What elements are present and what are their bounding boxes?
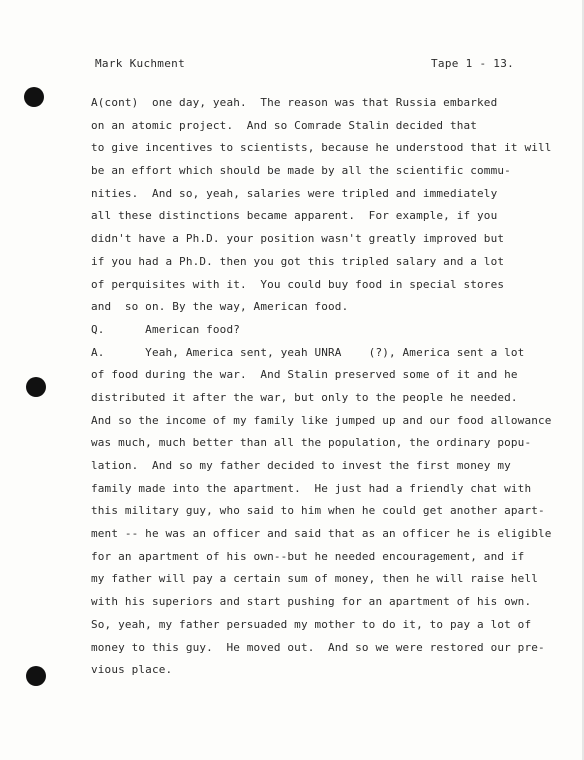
transcript-body [91, 92, 561, 682]
transcript-line: on an atomic project. And so Comrade Stalin decided that [91, 118, 478, 132]
transcript-line: lation. And so my father decided to invest the first money my [91, 459, 511, 472]
transcript-line: And so the income of my family like jumped up and our food allowance [91, 413, 552, 427]
transcript-line: ment -- he was an officer and said that as an officer he is eligible [91, 527, 552, 541]
transcript-line: with his superiors and start pushing for an apartment of his own. [91, 595, 532, 609]
transcript-line: to give incentives to scientists, because he understood that it will [91, 141, 552, 155]
transcript-line: was much, much better than all the population, the ordinary popu- [91, 436, 532, 450]
punch-hole-middle [26, 377, 46, 397]
transcript-line: this military guy, who said to him when he could get another apart- [91, 504, 545, 518]
transcript-line: didn't have a Ph.D. your position wasn't greatly improved but [91, 232, 505, 246]
transcript-line: money to this guy. He moved out. And so we were restored our pre- [91, 640, 545, 654]
transcript-line: all these distinctions became apparent. For example, if you [91, 209, 498, 223]
transcript-line: for an apartment of his own--but he needed encouragement, and if [91, 549, 525, 563]
transcript-line: nities. And so, yeah, salaries were tripled and immediately [91, 186, 498, 200]
header-tape-page: Tape 1 - 13. [431, 57, 515, 70]
transcript-line: distributed it after the war, but only to the people he needed. [91, 390, 518, 404]
transcript-line: of perquisites with it. You could buy food in special stores [91, 277, 505, 291]
transcript-line: family made into the apartment. He just had a friendly chat with [91, 481, 532, 495]
answer-line: A. Yeah, America sent, yeah UNRA (?), America sent a lot [91, 345, 525, 359]
transcript-line: So, yeah, my father persuaded my mother to do it, to pay a lot of [91, 617, 532, 631]
header-speaker-name: Mark Kuchment [95, 57, 185, 70]
transcript-line: A(cont) one day, yeah. The reason was that Russia embarked [91, 96, 498, 109]
transcript-line: be an effort which should be made by all the scientific commu- [91, 164, 511, 178]
transcript-line: and so on. By the way, American food. [91, 300, 349, 314]
transcript-line: my father will pay a certain sum of money, then he will raise hell [91, 572, 538, 586]
punch-hole-top [24, 87, 44, 107]
transcript-line: of food during the war. And Stalin preserved some of it and he [91, 368, 518, 382]
transcript-line: vious place. [91, 663, 173, 677]
punch-hole-bottom [26, 666, 46, 686]
transcript-line: if you had a Ph.D. then you got this tripled salary and a lot [91, 254, 505, 268]
question-line: Q. American food? [91, 322, 240, 336]
